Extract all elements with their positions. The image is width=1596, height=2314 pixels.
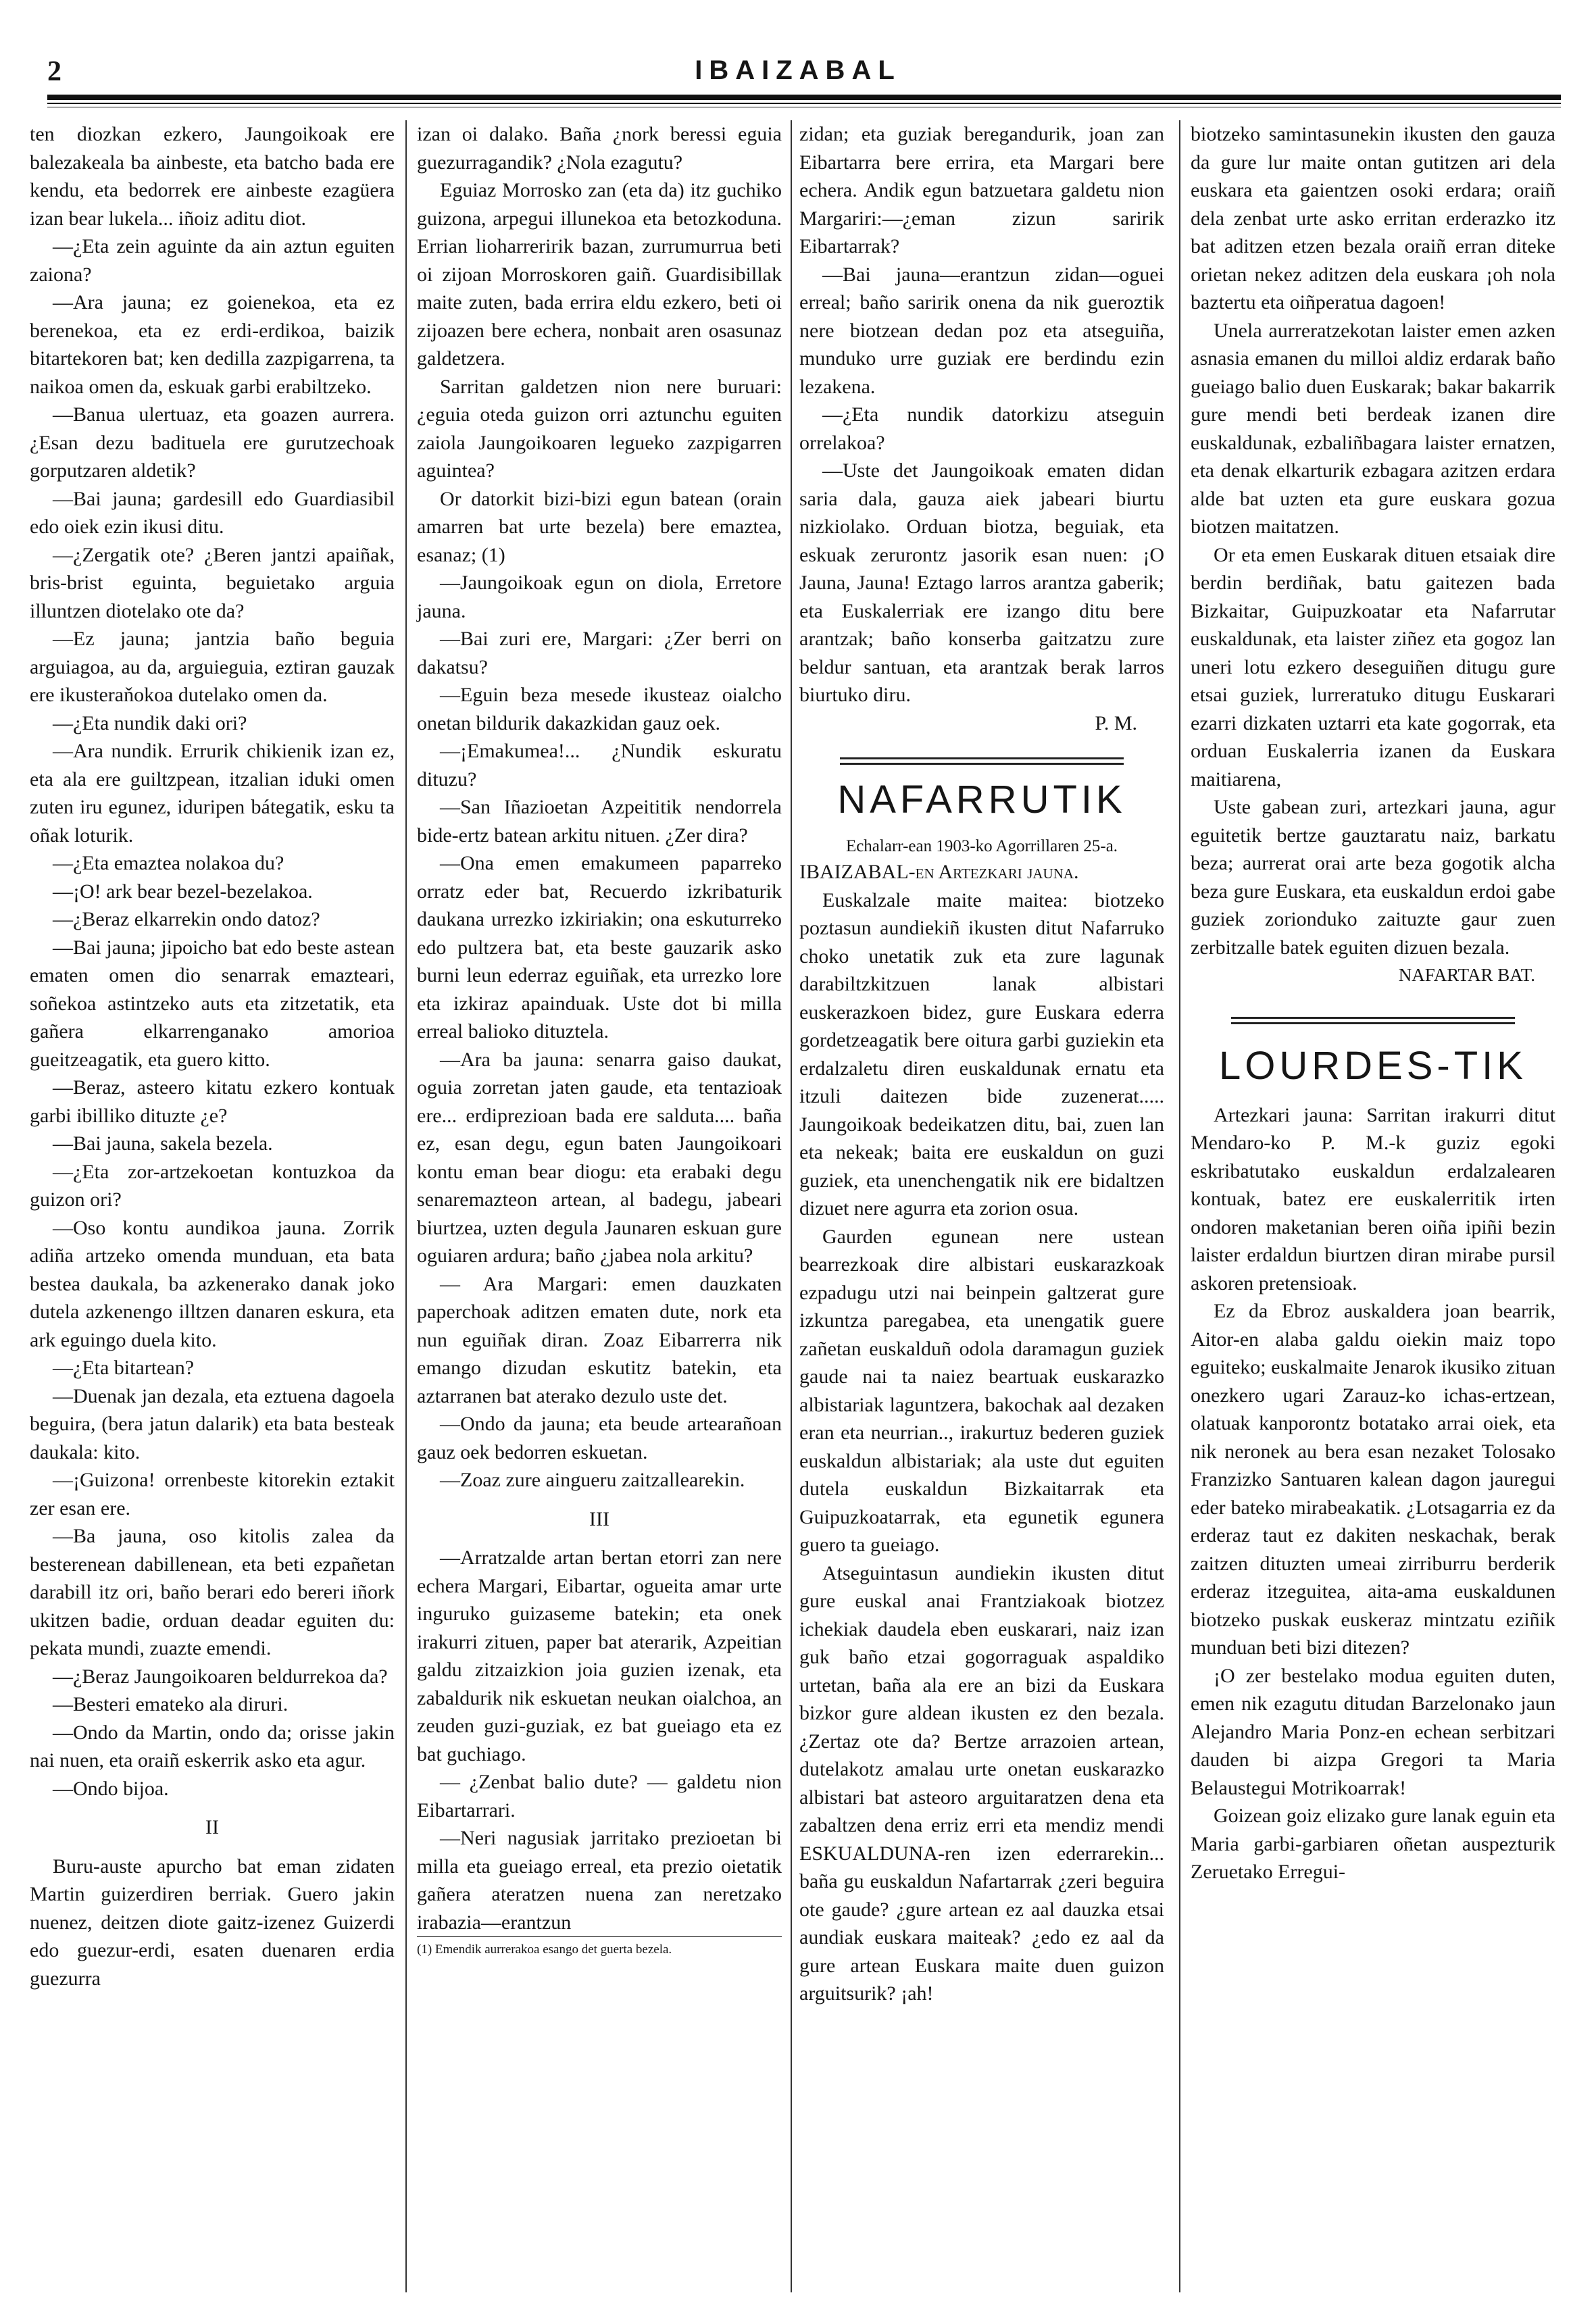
paragraph: —Bai jauna, sakela bezela.	[53, 1132, 273, 1155]
section-numeral: III	[589, 1507, 609, 1530]
dateline: Echalarr-ean 1903-ko Agorrillaren 25-a.	[845, 837, 1118, 855]
paragraph: —Ara jauna; ez goienekoa, eta ez berenekoa, eta ez erdi-erdikoa, baizik bitartekoren bat; ken dedilla zazpigarrena, ta naikoa omen da, eskuak garbi erabiltzeko.	[30, 291, 395, 398]
paragraph: —Ba jauna, oso kitolis zalea da besterenean dabillenean, eta beti ezpañetan darabill itz ori, baño berari edo bereri iñork ukitzen badie, orduan deadar eguiten du: pekata mundi, zuazte emendi.	[30, 1525, 395, 1659]
paragraph: Buru-auste apurcho bat eman zidaten Martin guizerdiren berriak. Guero jakin nuenez, deitzen diote gaitz-izenez Guizerdi edo guezur-erdi, esaten duenaren erdia guezurra	[30, 1855, 395, 1990]
paragraph: —¿Eta emaztea nolakoa du?	[53, 852, 284, 874]
paragraph: izan oi dalako. Baña ¿nork beressi eguia guezurragandik? ¿Nola ezagutu?	[417, 123, 782, 174]
paragraph: —¿Eta zor-artzekoetan kontuzkoa da guizon ori?	[30, 1160, 395, 1211]
paragraph: Eguiaz Morrosko zan (eta da) itz guchiko guizona, arpegui illunekoa eta betozkoduna. Errian lioharreririk bazan, zurrumurrua beti oi zijoan Morroskoren gaiñ. Guardisibillak maite zuten, bada errira eldu ezkero, beti oi zijoazen bere echera, nonbait aren osasunaz galdetzera.	[417, 179, 782, 370]
paragraph: —Eguin beza mesede ikusteaz oialcho onetan bildurik dakazkidan gauz oek.	[417, 684, 782, 734]
paragraph: —San Iñazioetan Azpeititik nendorrela bide-ertz batean arkitu nituen. ¿Zer dira?	[417, 796, 782, 847]
paragraph: —Beraz, asteero kitatu ezkero kontuak garbi ibilliko dituzte ¿e?	[30, 1076, 395, 1127]
paragraph: —Duenak jan dezala, eta eztuena dagoela beguira, (bera jatun dalarik) eta bata besteak daukala: kito.	[30, 1384, 395, 1463]
paragraph: —Ona emen emakumeen paparreko orratz eder bat, Recuerdo izkribaturik daukana urrezko izkiriakin; ona eskuturreko edo pultzera bat, eta beste gauzarik asko burni leun ederraz eguiñak, eta urrezko lore eta izkiraz apainduak. Uste dot bi milla erreal balioko dituztela.	[417, 852, 782, 1042]
paragraph: Gaurden egunean nere ustean bearrezkoak dire albistari euskarazkoak ezpadugu utzi nai beinpein galtzerat gure izkuntza paregabea, eta unengatik guere zañetan euskalduñ odola daramagun guziek gaude nai ta naiez beartuak euskarazko albistariak laguntzera, bakochak aal dezaken eran eta neurrian.., irakurtuz bederen guziek euskaldun albistariak; ala uste dut eguiten dutela euskaldun Bizkaitarrak eta Guipuzkoatarrak, eta egunetik egunera guero ta gueiago.	[799, 1225, 1164, 1556]
section-heading: NAFARRUTIK	[837, 778, 1126, 822]
masthead-title: IBAIZABAL	[695, 55, 901, 85]
text-column-4	[1191, 120, 1555, 1886]
footnote: (1) Emendik aurrerakoa esango det guerta bezela.	[417, 1936, 782, 1959]
paragraph: Goizean goiz elizako gure lanak eguin eta Maria garbi-garbiaren oñetan auspezturik Zeruetako Erregui-	[1191, 1805, 1555, 1883]
paragraph: Ez da Ebroz auskaldera joan bearrik, Aitor-en alaba galdu oiekin maiz topo eguiteko; euskalmaite Jenarok ikusiko zituan onezkero ugari Zarauz-ko ichas-ertzean, olatuak kanporontz botatako arrai oiek, eta nik neronek au bera esan nezaket Tolosako Franzizko Santuaren kalean dagon jauregui eder bateko mirabeakatik. ¿Lotsagarria ez da erderaz taut ez dakiten neskachak, berak zaitzen dituzten umeai zirriburru berderik erderaz itzeguitea, aita-ama euskaldunen biotzeko puskak euskeraz mintzatu eziñik munduan beti bizi ditezen?	[1191, 1300, 1555, 1659]
section-divider	[1231, 1017, 1515, 1024]
text-column-2	[417, 120, 782, 1959]
paragraph: —Bai jauna—erantzun zidan—oguei erreal; baño saririk onena da nik gueroztik nere biotzean dedan poz eta atseguiña, munduko urre guziak ere berdindu ezin lezakena.	[799, 263, 1164, 398]
paragraph: —¿Eta nundik daki ori?	[53, 711, 247, 734]
salutation: IBAIZABAL-en Artezkari jauna.	[799, 861, 1079, 883]
section-heading: LOURDES-TIK	[1219, 1043, 1527, 1088]
paragraph: —¿Beraz elkarrekin ondo datoz?	[53, 908, 320, 930]
section-numeral: II	[205, 1816, 219, 1838]
paragraph: —Ondo da jauna; eta beude artearañoan gauz oek bedorren eskuetan.	[417, 1413, 782, 1463]
paragraph: —¿Eta bitartean?	[53, 1357, 195, 1379]
paragraph: biotzeko samintasunekin ikusten den gauza da gure lur maite ontan gutitzen ari dela euskara eta gaientzen osoki erdara; oraiñ dela zenbat urte asko erritan erderazko itz bat aditzen etzen bezala oraiñ erran diteke orietan nekez aditzen dela euskara ¡oh nola baztertu eta oiñperatua dagoen!	[1191, 123, 1555, 313]
paragraph: —Ez jauna; jantzia baño beguia arguiagoa, au da, arguieguia, eztiran gauzak ere ikusteraňokoa dutelako omen da.	[30, 628, 395, 706]
paragraph: Sarritan galdetzen nion nere buruari: ¿eguia oteda guizon orri aztunchu eguiten zaiola Jaungoikoaren legueko zazpigarren aguintea?	[417, 375, 782, 482]
paragraph: —Uste det Jaungoikoak ematen didan saria dala, gauza aiek jabeari biurtu nizkiolako. Orduan biotza, beguiak, eta eskuak zerurontz jasorik esan nuen: ¡O Jauna, Jauna! Eztago larros arantza gaberik; eta Euskalerriak ere izango ditu bere arantzak; baño konserba gaitzatzu zure beldur santuan, eta arantzak berak larros biurtuko diru.	[799, 459, 1164, 706]
paragraph: — Ara Margari: emen dauzkaten paperchoak aditzen ematen dute, nork eta nun eguiñak diran. Zoaz Eibarrerra nik emango dizudan eskutitz batekin, eta aztarranen bat aterako dezulo uste det.	[417, 1272, 782, 1407]
paragraph: —¡O! ark bear bezel-bezelakoa.	[53, 880, 313, 903]
header-rule-thick	[47, 95, 1561, 100]
paragraph: —Neri nagusiak jarritako prezioetan bi milla eta gueiago erreal, eta prezio oietatik gañera ateratzen nuena zan neretzako irabazia—erantzun	[417, 1827, 782, 1934]
paragraph: —Arratzalde artan bertan etorri zan nere echera Margari, Eibartar, ogueita amar urte inguruko guizaseme batekin; eta onek irakurri zituen, paper bat aterarik, Azpeitian galdu zitzaizkion joia guzien izenak, eta zabaldurik nik eskuetan neukan oialchoa, an zeuden guzi-guziak, ez bat gueiago eta ez bat guchiago.	[417, 1546, 782, 1765]
paragraph: zidan; eta guziak beregandurik, joan zan Eibartarra bere errira, eta Margari bere echera. Andik egun batzuetara galdetu nion Margariri:—¿eman zizun saririk Eibartarrak?	[799, 123, 1164, 257]
paragraph: —Ondo da Martin, ondo da; orisse jakin nai nuen, eta oraiñ eskerrik asko eta agur.	[30, 1721, 395, 1771]
paragraph: —Bai zuri ere, Margari: ¿Zer berri on dakatsu?	[417, 628, 782, 678]
paragraph: ¡O zer bestelako modua eguiten duten, emen nik ezagutu ditudan Barzelonako jaun Alejandro Maria Ponz-en echean serbitzari dauden bi aizpa Gregori ta Maria Belaustegui Motrikoarrak!	[1191, 1664, 1555, 1799]
paragraph: —Besteri emateko ala diruri.	[53, 1693, 289, 1715]
paragraph: Unela aurreratzekotan laister emen azken asnasia emanen du milloi aldiz erdarak baño gueiago balio duen Euskarak; bakar bakarrik gure mendi beti berdeak izanen dire euskaldunak, ezbaliñbagara laister ernatzen, eta denak elkarturik ezbagara azitzen erdara alde bat uzten eta gure euskara gozua biotzen maitatzen.	[1191, 319, 1555, 538]
section-divider	[840, 757, 1124, 765]
column-divider	[1179, 120, 1180, 2292]
paragraph: Or eta emen Euskarak dituen etsaiak dire berdin berdiñak, batu gaitezen bada Bizkaitar, Guipuzkoatar eta Nafarrutar euskaldunak, eta laister ziñez eta gogoz lan uneri lotu ezkero deseguiñen ditugu gure etsai guziek, lurreratuko ditugu Euskarari ezarri dizkaten uztarri eta kate gogorrak, eta orduan Euskalerria izanen da Euskara maitiarena,	[1191, 543, 1555, 790]
paragraph: — ¿Zenbat balio dute? — galdetu nion Eibartarrari.	[417, 1771, 782, 1821]
paragraph: Uste gabean zuri, artezkari jauna, agur eguitetik bertze gauztaratu naiz, barkatu beza; aurrerat orai arte beza gogotik alcha beza gure Euskara, eta euskaldun erdoi gabe guziek zorionduko zaituzte gaur zuen zerbitzalle batek eguiten dizuen bezala.	[1191, 796, 1555, 959]
text-column-3	[799, 120, 1164, 2008]
page-number: 2	[47, 56, 61, 87]
paragraph: Atseguintasun aundiekin ikusten ditut gure euskal anai Frantziakoak biotzez ichekiak daudela eben euskarari, naiz izan guk baño etzai gogorraguak aspaldiko urtetan, baña ala ere an bizi da Euskara bizkor gure aldean ikusten ez den bezala. ¿Zertaz ote da? Bertze arrazoien artean, dutelakotz amalau urte onetan euskarazko albistari bat asteoro arguitaratzen dena eta zabaltzen dena erriz erri eta mendiz mendi ESKUALDUNA-ren izen ederrarekin... baña gu euskaldun Nafartarrak ¿zeri beguira ote gaude? ¿gure artean ez aal dauzka etsai aundiak euskara maiteak? ¿edo ez aal da gure artean Euskara maite duen guizon arguitsurik? ¡ah!	[799, 1561, 1164, 2005]
column-divider	[791, 120, 792, 2292]
paragraph: Artezkari jauna: Sarritan irakurri ditut Mendaro-ko P. M.-k guziz egoki eskribatutako euskaldun erdalzalearen kontuak, batez ere euskalerritik irten ondoren maketanian beren oiña ipiñi bezin laister erdaldun biurtzen diran mirabe pursil askoren pretensioak.	[1191, 1103, 1555, 1294]
paragraph: —Bai jauna; gardesill edo Guardiasibil edo oiek ezin ikusi ditu.	[30, 487, 395, 538]
paragraph: —¿Eta nundik datorkizu atseguin orrelakoa?	[799, 403, 1164, 454]
paragraph: —¿Zergatik ote? ¿Beren jantzi apaiñak, bris-brist eguinta, beguietako arguia illuntzen diotelako ote da?	[30, 543, 395, 622]
paragraph: —Ara nundik. Errurik chikienik izan ez, eta ala ere guiltzpean, itzalian iduki omen zuten iru egunez, iduripen bátegatik, esku ta oñak loturik.	[30, 740, 395, 847]
paragraph: —Ara ba jauna: senarra gaiso daukat, oguia zorretan jaten gaude, eta tentazioak ere... erdiprezioan bada ere salduta.... baña ez, esan degu, egun baten Jaungoikoari kontu eman bear diogu: eta erabaki degu senaremazteon artean, al badegu, jabeari biurtzea, uzten degula Jaunaren eskuan gure oguiaren ardura; baño ¿jabea nola arkitu?	[417, 1048, 782, 1267]
paragraph: Or datorkit bizi-bizi egun batean (orain amarren bat urte bezela) bere emaztea, esanaz; (1)	[417, 487, 782, 566]
author-signature: NAFARTAR BAT.	[1398, 965, 1535, 985]
paragraph: —Ondo bijoa.	[53, 1777, 169, 1800]
paragraph: —Jaungoikoak egun on diola, Erretore jauna.	[417, 572, 782, 622]
paragraph: ten diozkan ezkero, Jaungoikoak ere balezakeala ba ainbeste, eta batcho bada ere kendu, eta bedorrek ere ainbeste ezagüera izan bear lukela... iñoiz aditu diot.	[30, 123, 395, 230]
paragraph: —Bai jauna; jipoicho bat edo beste astean ematen omen dio senarrak emazteari, soñekoa astintzeko auts eta zitzetatik, eta gañera elkarrenganako amorioa gueitzeagatik, eta guero kitto.	[30, 936, 395, 1071]
paragraph: Euskalzale maite maitea: biotzeko poztasun aundiekiñ ikusten ditut Nafarruko choko unetatik zuk eta zure lagunak darabiltzkitzuen lanak albistari euskerazkoen bidez, gure Euskara ederra gordetzeagatik bere oitura garbi guziekin eta erdalzaletu diren euskaldunak ernatu eta itzuli daitezen bide zuzenerat..... Jaungoikoak bedeikatzen ditu, bai, zuen lan eta nekeak; baita ere euskaldun on guzi guziek, eta unenchengatik nik ere bidaltzen dizuet nere agurra eta zorion osua.	[799, 888, 1164, 1219]
paragraph: —¿Beraz Jaungoikoaren beldurrekoa da?	[53, 1665, 388, 1688]
column-divider	[405, 120, 407, 2292]
header-rule-thin	[47, 103, 1561, 104]
paragraph: —Oso kontu aundikoa jauna. Zorrik adiña artzeko omenda munduan, eta bata bestea daukala, ba azkenerako danak joko dutela azkenengo illtzen danaren eskura, eta ark eguingo duela kito.	[30, 1216, 395, 1351]
paragraph: —¡Guizona! orrenbeste kitorekin eztakit zer esan ere.	[30, 1469, 395, 1519]
paragraph: —Banua ulertuaz, eta goazen aurrera. ¿Esan dezu badituela ere gurutzechoak gorputzaren aldetik?	[30, 403, 395, 482]
paragraph: —¿Eta zein aguinte da ain aztun eguiten zaiona?	[30, 235, 395, 286]
text-column-1	[30, 120, 395, 1992]
author-signature: P. M.	[1095, 711, 1137, 734]
paragraph: —¡Emakumea!... ¿Nundik eskuratu dituzu?	[417, 740, 782, 790]
paragraph: —Zoaz zure aingueru zaitzallearekin.	[440, 1469, 745, 1491]
